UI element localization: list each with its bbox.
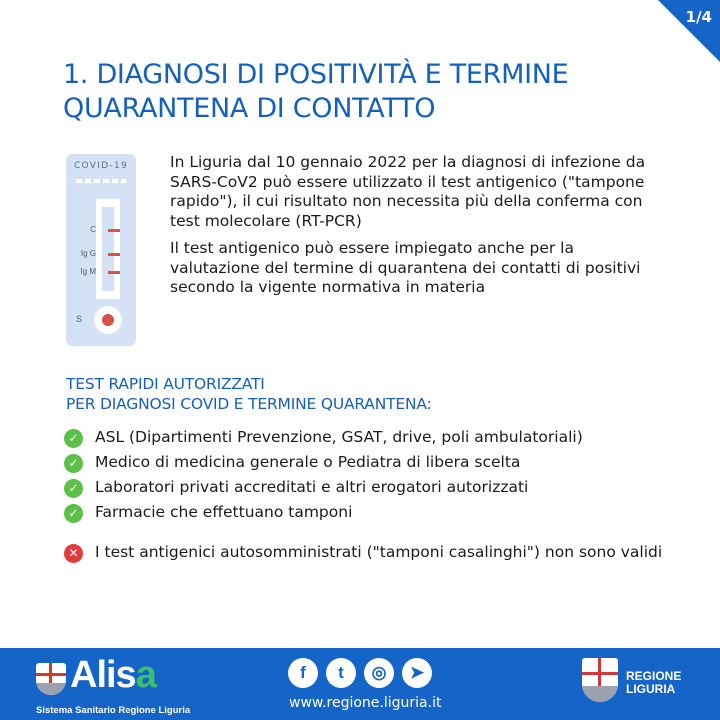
list-item: ✓ ASL (Dipartimenti Prevenzione, GSAT, drive, poli ambulatoriali) [64, 428, 664, 448]
section-subtitle: TEST RAPIDI AUTORIZZATI PER DIAGNOSI COVID E TERMINE QUARANTENA: [66, 375, 432, 413]
authorized-list [64, 428, 664, 568]
footer: Alisa Sistema Sanitario Regione Liguria f t ◎ ➤ www.regione.liguria.it REGIONE LIGURIA [0, 648, 720, 720]
page-indicator: 1/4 [685, 8, 712, 26]
social-links [288, 658, 432, 688]
marker-label-igg: Ig G [80, 249, 96, 258]
facebook-icon[interactable]: f [288, 658, 318, 688]
liguria-shield-icon [582, 658, 618, 702]
kit-dots [76, 179, 126, 183]
check-icon: ✓ [64, 429, 83, 448]
alisa-subtitle: Sistema Sanitario Regione Liguria [36, 705, 191, 716]
kit-label: COVID-19 [73, 161, 129, 171]
list-item-not-valid: ✕ I test antigenici autosomministrati ("tamponi casalinghi") non sono validi [64, 543, 664, 563]
check-icon: ✓ [64, 504, 83, 523]
page-title: 1. DIAGNOSI DI POSITIVITÀ E TERMINE QUARANTENA DI CONTATTO [63, 59, 569, 124]
twitter-icon[interactable]: t [326, 658, 356, 688]
liguria-shield-icon [36, 663, 66, 695]
intro-paragraph: Il test antigenico può essere impiegato anche per la valutazione del termine di quarantena dei contatti di positivi secondo la vigente normativa in materia [170, 239, 641, 296]
sample-label: S [76, 314, 83, 324]
marker-label-c: C [90, 225, 96, 234]
list-item: ✓ Farmacie che effettuano tamponi [64, 503, 664, 523]
check-icon: ✓ [64, 454, 83, 473]
marker-line [108, 229, 120, 232]
list-item: ✓ Laboratori privati accreditati e altri erogatori autorizzati [64, 478, 664, 498]
check-icon: ✓ [64, 479, 83, 498]
covid-test-kit-illustration [66, 154, 136, 346]
marker-line [108, 271, 120, 274]
marker-line [108, 253, 120, 256]
instagram-icon[interactable]: ◎ [364, 658, 394, 688]
intro-paragraph: In Liguria dal 10 gennaio 2022 per la diagnosi di infezione da SARS-CoV2 può essere utilizzato il test antigenico ("tampone rapido"), il cui risultato non necessita più della conferma con test molecolare (RT-PCR) [170, 153, 646, 230]
sample-well [94, 306, 122, 334]
cross-icon: ✕ [64, 544, 83, 563]
telegram-icon[interactable]: ➤ [402, 658, 432, 688]
website-link[interactable]: www.regione.liguria.it [289, 695, 442, 711]
list-item: ✓ Medico di medicina generale o Pediatra di libera scelta [64, 453, 664, 473]
marker-label-igm: Ig M [80, 267, 96, 276]
intro-text [170, 153, 660, 298]
kit-window [96, 199, 120, 299]
